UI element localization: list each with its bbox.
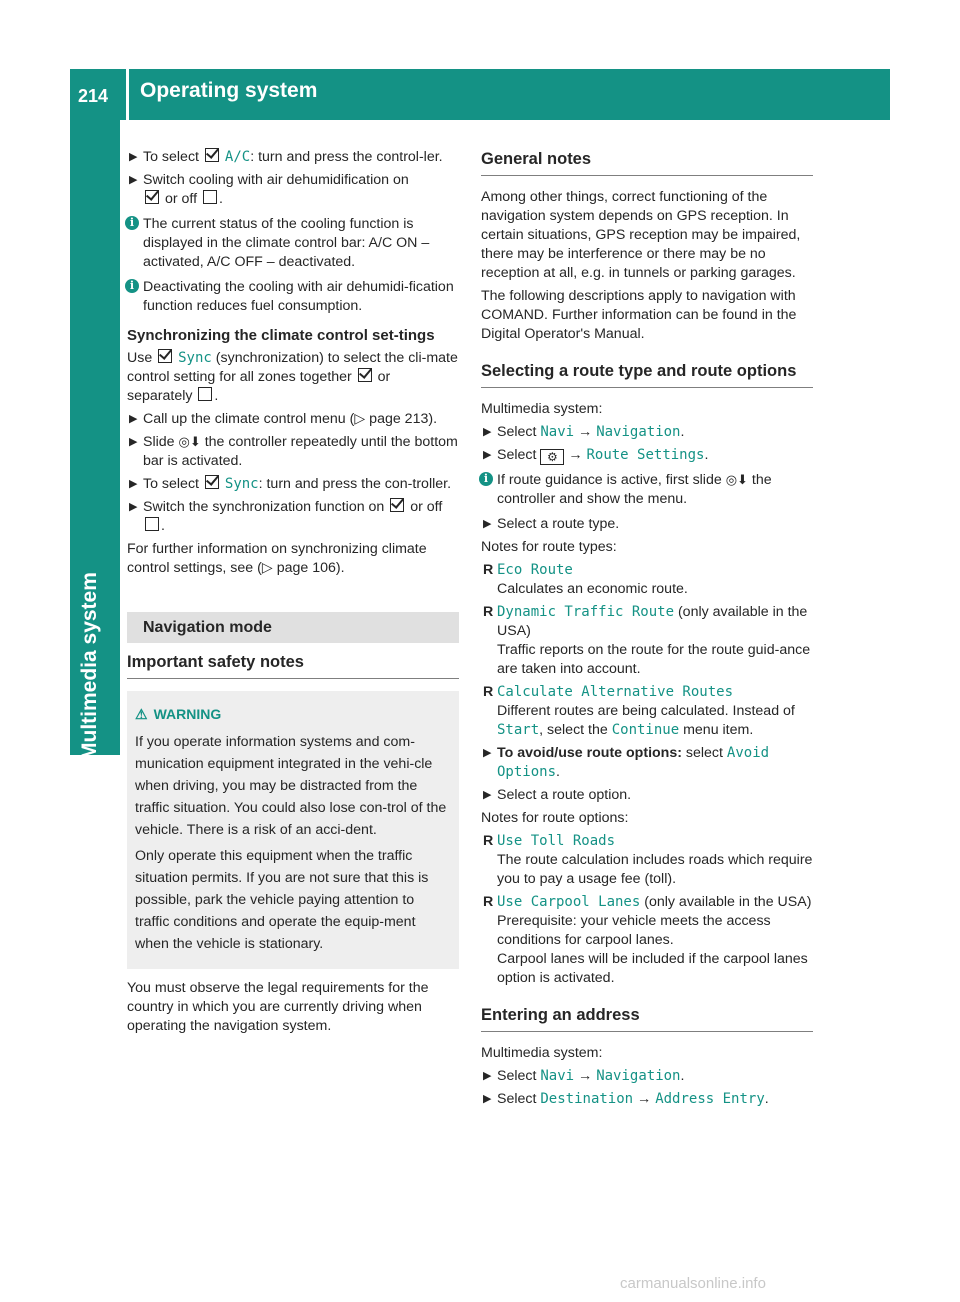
step-switch-cooling: ▶ Switch cooling with air dehumidification on or off . xyxy=(129,172,409,207)
checkbox-checked-icon xyxy=(205,148,219,162)
list-item: R Use Toll Roads The route calculation includes roads which require you to pay a usage fee (toll). xyxy=(483,833,813,887)
page-header xyxy=(70,69,890,120)
warning-text: If you operate information systems and com-munication equipment integrated in the vehi-cle when driving, you may be distracted from the traffic situation. You could also lose con-trol of the vehicle. There is a risk of an acci-dent. xyxy=(135,734,447,838)
paragraph: Notes for route types: xyxy=(481,539,617,555)
info-icon: i xyxy=(125,216,139,230)
controller-slide-icon: ◎⬇ xyxy=(178,435,201,450)
page-number: 214 xyxy=(78,86,109,106)
side-tab xyxy=(70,120,120,760)
page-title: Operating system xyxy=(140,79,318,102)
checkbox-checked-icon xyxy=(158,349,172,363)
legal-note: You must observe the legal requirements for the country in which you are currently driving when operating the navigation system. xyxy=(127,980,429,1034)
option-ac: A/C xyxy=(224,149,251,165)
paragraph: Multimedia system: xyxy=(481,1045,603,1061)
step-select-route-option: ▶ Select a route option. xyxy=(483,787,632,803)
step-switch-sync: ▶ Switch the synchronization function on or off . xyxy=(129,499,443,534)
warning-title: ⚠ WARNING xyxy=(135,703,451,725)
safety-heading: Important safety notes xyxy=(127,653,459,679)
sync-heading: Synchronizing the climate control set-tings xyxy=(127,327,435,344)
paragraph: Among other things, correct functioning of the navigation system depends on GPS reception. In certain situations, GPS reception may be impaired, there may be interference or there may be no reception at all, e.g. in tunnels or parking garages. xyxy=(481,189,801,281)
step-select-navigation: ▶ Select Navi → Navigation. xyxy=(483,424,685,440)
paragraph: Notes for route options: xyxy=(481,810,629,826)
step-select-navigation: ▶ Select Navi → Navigation. xyxy=(483,1068,685,1084)
route-options-heading: Selecting a route type and route options xyxy=(481,362,813,388)
warning-triangle-icon: ⚠ xyxy=(135,706,148,722)
step-call-menu: ▶ Call up the climate control menu (▷ page 213). xyxy=(129,411,438,427)
list-item: R Eco Route Calculates an economic route. xyxy=(483,562,688,597)
navigation-mode-heading: Navigation mode xyxy=(127,612,459,643)
step-select-route-settings: ▶ Select ⚙ → Route Settings. xyxy=(483,447,709,464)
side-tab-label: Multimedia system xyxy=(78,572,101,760)
info-note: i If route guidance is active, first slide ◎⬇ the controller and show the menu. xyxy=(481,471,813,509)
paragraph: The following descriptions apply to navigation with COMAND. Further information can be found in the Digital Operator's Manual. xyxy=(481,288,797,342)
right-column xyxy=(481,148,813,1113)
info-note: i The current status of the cooling function is displayed in the climate control bar: A/C ON – activated, A/C OFF – deactivated. xyxy=(127,215,459,272)
info-icon: i xyxy=(479,472,493,486)
step-avoid-options: ▶ To avoid/use route options: select Avoid Options. xyxy=(483,745,770,780)
entering-address-heading: Entering an address xyxy=(481,1006,813,1032)
info-icon: i xyxy=(125,279,139,293)
header-divider xyxy=(126,69,129,120)
list-item: R Use Carpool Lanes (only available in the USA) Prerequisite: your vehicle meets the access conditions for carpool lanes. Carpool lanes will be included if the carpool lanes option is activated. xyxy=(483,894,812,986)
settings-gear-icon: ⚙ xyxy=(540,449,564,465)
sync-paragraph: Use Sync (synchronization) to select the cli-mate control setting for all zones together or separately . xyxy=(127,350,458,404)
paragraph: Multimedia system: xyxy=(481,401,603,417)
left-column xyxy=(127,148,459,1040)
info-note: i Deactivating the cooling with air dehumidi-fication function reduces fuel consumption. xyxy=(127,278,459,316)
list-item: R Calculate Alternative Routes Different routes are being calculated. Instead of Start, select the Continue menu item. xyxy=(483,684,795,738)
step-slide-controller: ▶ Slide ◎⬇ the controller repeatedly until the bottom bar is activated. xyxy=(129,434,458,469)
checkbox-empty-icon xyxy=(198,387,212,401)
controller-slide-icon: ◎⬇ xyxy=(725,473,748,488)
checkbox-checked-icon xyxy=(145,190,159,204)
checkbox-checked-icon xyxy=(358,368,372,382)
warning-box xyxy=(127,691,459,969)
checkbox-empty-icon xyxy=(203,190,217,204)
checkbox-empty-icon xyxy=(145,517,159,531)
step-select-route-type: ▶ Select a route type. xyxy=(483,516,620,532)
checkbox-checked-icon xyxy=(390,498,404,512)
further-info: For further information on synchronizing climate control settings, see (▷ page 106). xyxy=(127,541,427,576)
warning-text: Only operate this equipment when the traffic situation permits. If you are not sure that this is possible, park the vehicle paying attention to traffic conditions and operate the equip-ment when the vehicle is stationary. xyxy=(135,848,429,952)
checkbox-checked-icon xyxy=(205,475,219,489)
general-notes-heading: General notes xyxy=(481,150,813,176)
watermark: carmanualsonline.info xyxy=(620,1275,766,1292)
step-select-sync: ▶ To select Sync: turn and press the con-troller. xyxy=(129,476,452,492)
step-select-address-entry: ▶ Select Destination → Address Entry. xyxy=(483,1091,769,1107)
step-select-ac: ▶ To select A/C: turn and press the control-ler. xyxy=(129,149,443,165)
list-item: R Dynamic Traffic Route (only available in the USA) Traffic reports on the route for the route guid-ance are taken into account. xyxy=(483,604,811,677)
